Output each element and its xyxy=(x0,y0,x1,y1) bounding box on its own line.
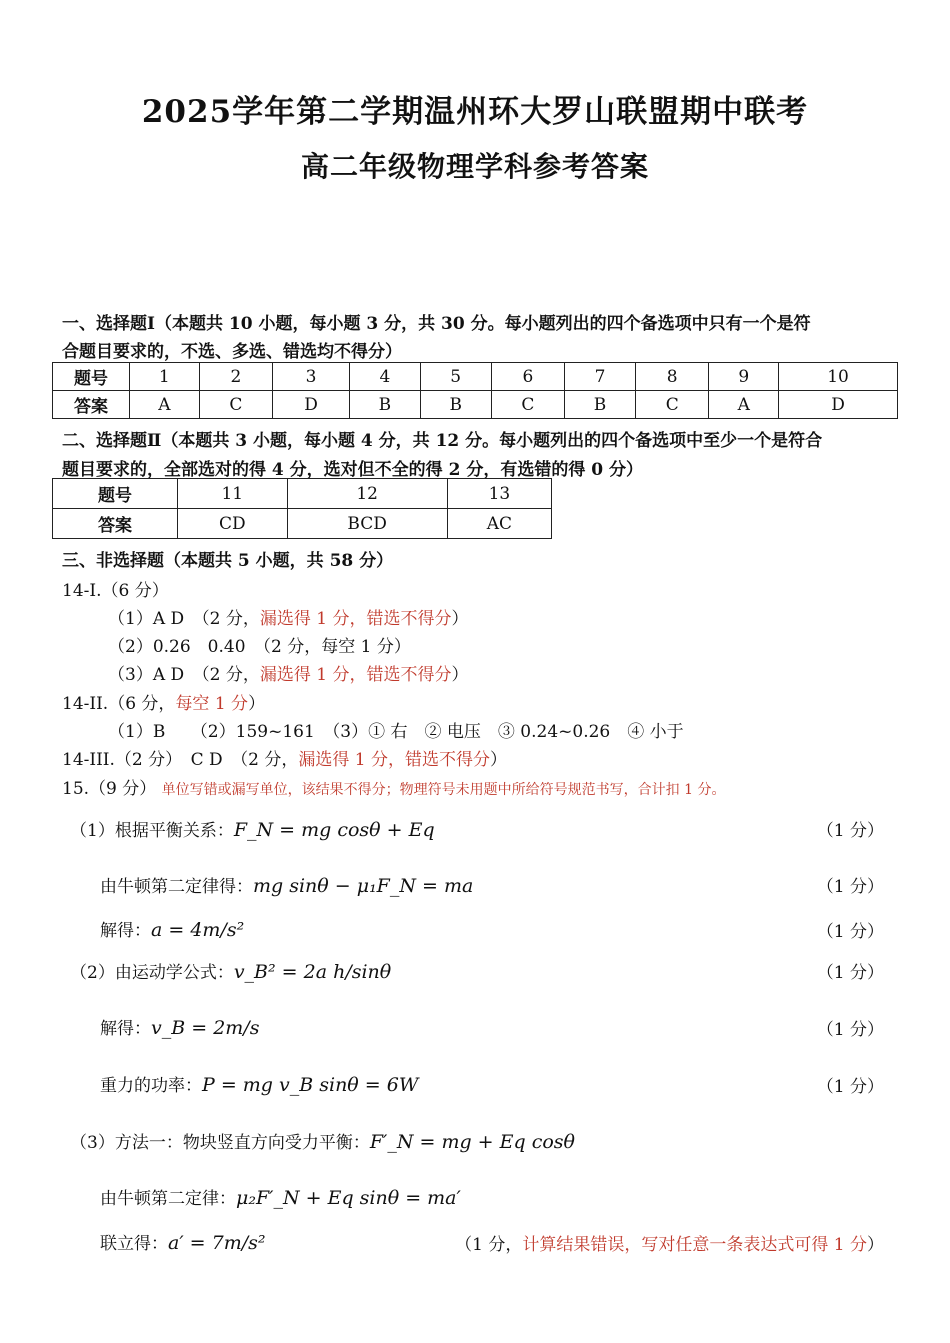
bracket: ） xyxy=(451,665,469,685)
question-number: 1 xyxy=(130,363,200,391)
bracket: ） xyxy=(490,750,508,770)
q14-3-label xyxy=(62,745,507,770)
answer-cell: C xyxy=(635,391,709,419)
answer-cell: B xyxy=(565,391,636,419)
section3-heading: 三、非选择题（本题共 5 小题，共 58 分） xyxy=(62,551,394,571)
q15-step-1 xyxy=(70,816,435,841)
score-mark: （1 分） xyxy=(816,1077,884,1097)
section2-heading-line1: 二、选择题Ⅱ（本题共 3 小题，每小题 4 分，共 12 分。每小题列出的四个备选项中至少一个是符合 xyxy=(62,431,823,451)
question-number: 4 xyxy=(349,363,420,391)
section1-heading-line1: 一、选择题Ⅰ（本题共 10 小题，每小题 3 分，共 30 分。每小题列出的四个备选项中只有一个是符 xyxy=(62,314,811,334)
bracket: ） xyxy=(451,609,469,629)
step-prefix: 由牛顿第二定律得： xyxy=(100,877,253,897)
scoring-note: 单位写错或漏写单位，该结果不得分；物理符号未用题中所给符号规范书写，合计扣 1 分。 xyxy=(161,782,726,798)
bracket: ） xyxy=(867,1235,884,1255)
step-prefix: 联立得： xyxy=(100,1234,168,1254)
answer-text: （3）A D （2 分， xyxy=(108,665,260,685)
q15-label xyxy=(62,774,725,799)
answer-cell: B xyxy=(349,391,420,419)
equation: a = 4m/s² xyxy=(151,919,245,941)
section1-answer-table xyxy=(52,362,898,419)
question-number: 5 xyxy=(420,363,491,391)
question-number: 12 xyxy=(287,479,447,509)
scoring-note: 漏选得 1 分，错选不得分 xyxy=(259,609,452,629)
q15-step-3 xyxy=(100,916,244,941)
q15-step-2 xyxy=(100,872,473,897)
answer-cell: B xyxy=(420,391,491,419)
equation: P = mg v_B sinθ = 6W xyxy=(202,1074,419,1096)
row-label-answer: 答案 xyxy=(53,509,178,539)
section2-answer-table xyxy=(52,478,552,539)
step-prefix: 解得： xyxy=(100,921,151,941)
table-row xyxy=(53,479,552,509)
equation: F′_N = mg + Eq cosθ xyxy=(369,1131,575,1153)
score-text: （1 分， xyxy=(455,1235,523,1255)
label-text: 14-III.（2 分） C D （2 分， xyxy=(62,750,299,770)
answer-cell: BCD xyxy=(287,509,447,539)
q15-step-8 xyxy=(100,1184,461,1209)
q14-1-answer-1 xyxy=(108,604,468,629)
q15-step-9 xyxy=(100,1229,266,1254)
answer-cell: AC xyxy=(447,509,551,539)
equation: v_B = 2m/s xyxy=(151,1017,260,1039)
q15-step-4 xyxy=(70,958,391,983)
step-prefix: 解得： xyxy=(100,1019,151,1039)
question-number: 11 xyxy=(178,479,288,509)
question-number: 2 xyxy=(199,363,273,391)
bracket: ） xyxy=(248,694,266,714)
scoring-note: 漏选得 1 分，错选不得分 xyxy=(298,750,491,770)
score-mark: （1 分） xyxy=(816,877,884,897)
answer-cell: D xyxy=(273,391,350,419)
equation: μ₂F′_N + Eq sinθ = ma′ xyxy=(236,1187,461,1209)
step-prefix: 由牛顿第二定律： xyxy=(100,1189,236,1209)
page-title: 2025学年第二学期温州环大罗山联盟期中联考 xyxy=(141,94,809,130)
table-row xyxy=(53,363,898,391)
question-number: 8 xyxy=(635,363,709,391)
score-mark: （1 分） xyxy=(816,821,884,841)
answer-cell: A xyxy=(130,391,200,419)
score-mark-detailed xyxy=(455,1230,884,1255)
section1-heading-line2: 合题目要求的，不选、多选、错选均不得分） xyxy=(62,342,402,362)
label-text: 15.（9 分） xyxy=(62,779,157,799)
equation: mg sinθ − μ₁F_N = ma xyxy=(253,875,474,897)
step-prefix: （1）根据平衡关系： xyxy=(70,821,234,841)
question-number: 9 xyxy=(709,363,779,391)
q14-1-answer-3 xyxy=(108,660,468,685)
row-label-question: 题号 xyxy=(53,479,178,509)
score-mark: （1 分） xyxy=(816,1020,884,1040)
scoring-note: 漏选得 1 分，错选不得分 xyxy=(259,665,452,685)
q14-2-answers: （1）B （2）159~161 （3）① 右 ② 电压 ③ 0.24~0.26 ④ 小于 xyxy=(108,722,684,742)
q14-2-label xyxy=(62,689,265,714)
equation: F_N = mg cosθ + Eq xyxy=(233,819,435,841)
table-row xyxy=(53,391,898,419)
answer-cell: CD xyxy=(178,509,288,539)
section2-heading-line2: 题目要求的，全部选对的得 4 分，选对但不全的得 2 分，有选错的得 0 分） xyxy=(62,460,643,480)
page-subtitle: 高二年级物理学科参考答案 xyxy=(300,150,649,183)
question-number: 7 xyxy=(565,363,636,391)
q15-step-5 xyxy=(100,1014,259,1039)
answer-cell: C xyxy=(491,391,565,419)
q15-step-6 xyxy=(100,1071,418,1096)
table-row xyxy=(53,509,552,539)
question-number: 6 xyxy=(491,363,565,391)
q14-1-label: 14-I.（6 分） xyxy=(62,581,169,601)
answer-cell: A xyxy=(709,391,779,419)
step-prefix: 重力的功率： xyxy=(100,1076,202,1096)
question-number: 3 xyxy=(273,363,350,391)
scoring-note: 每空 1 分 xyxy=(175,694,249,714)
label-text: 14-II.（6 分， xyxy=(62,694,176,714)
scoring-note: 计算结果错误，写对任意一条表达式可得 1 分 xyxy=(522,1235,867,1255)
score-mark: （1 分） xyxy=(816,963,884,983)
equation: v_B² = 2a h/sinθ xyxy=(233,961,392,983)
row-label-question: 题号 xyxy=(53,363,130,391)
score-mark: （1 分） xyxy=(816,922,884,942)
row-label-answer: 答案 xyxy=(53,391,130,419)
step-prefix: （3）方法一：物块竖直方向受力平衡： xyxy=(70,1133,370,1153)
question-number: 10 xyxy=(779,363,898,391)
equation: a′ = 7m/s² xyxy=(168,1232,266,1254)
q14-1-answer-2: （2）0.26 0.40 （2 分，每空 1 分） xyxy=(108,637,411,657)
step-prefix: （2）由运动学公式： xyxy=(70,963,234,983)
answer-text: （1）A D （2 分， xyxy=(108,609,260,629)
answer-cell: C xyxy=(199,391,273,419)
question-number: 13 xyxy=(447,479,551,509)
answer-cell: D xyxy=(779,391,898,419)
q15-step-7 xyxy=(70,1128,575,1153)
